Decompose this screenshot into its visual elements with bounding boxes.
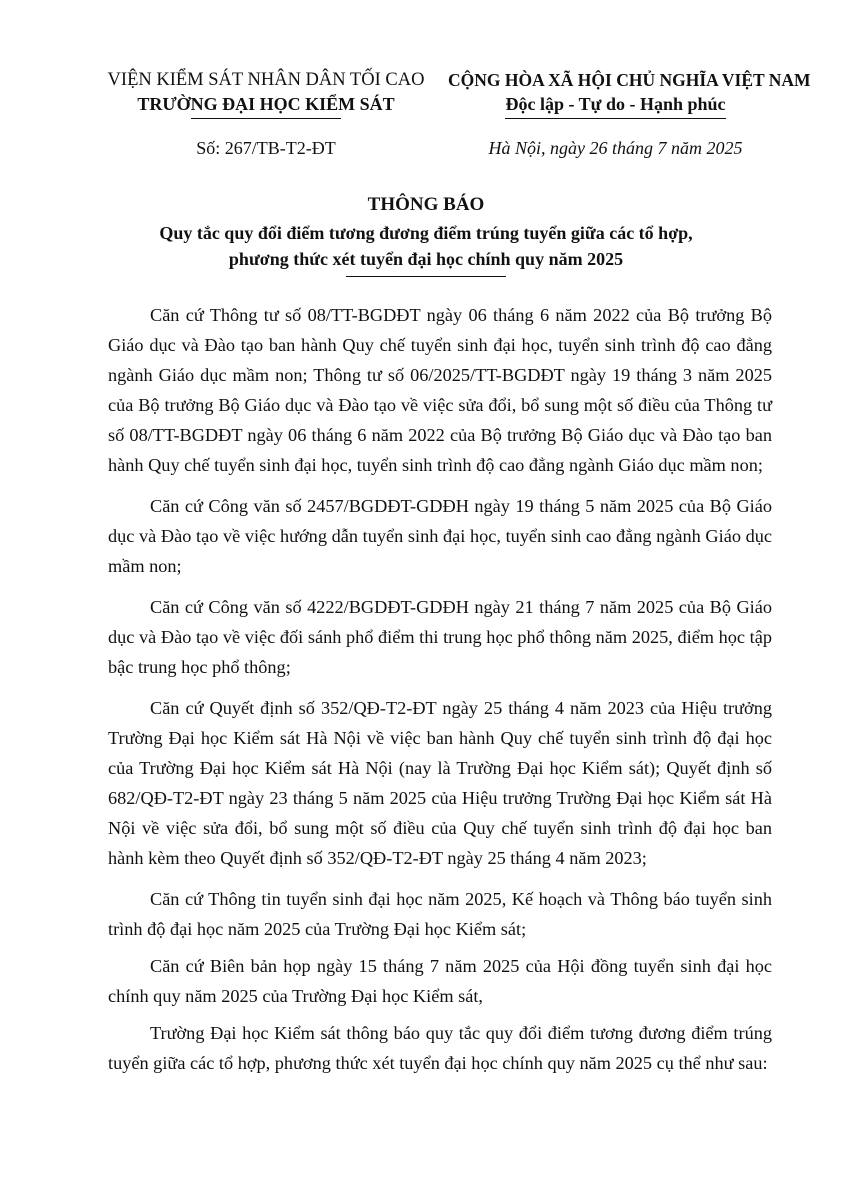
- subtitle-line: Quy tắc quy đổi điểm tương đương điểm trúng tuyển giữa các tổ hợp,: [159, 223, 693, 243]
- agency-name: VIỆN KIỂM SÁT NHÂN DÂN TỐI CAO: [107, 70, 425, 90]
- body-paragraph: Căn cứ Thông tin tuyển sinh đại học năm 2025, Kế hoạch và Thông báo tuyển sinh trình độ đại học năm 2025 của Trường Đại học Kiểm sát;: [108, 889, 772, 939]
- document-date: Hà Nội, ngày 26 tháng 7 năm 2025: [488, 138, 743, 158]
- subtitle-divider: [346, 276, 506, 277]
- subtitle-line: phương thức xét tuyển đại học chính quy năm 2025: [228, 249, 624, 269]
- body-paragraph: Căn cứ Thông tư số 08/TT-BGDĐT ngày 06 tháng 6 năm 2022 của Bộ trưởng Bộ Giáo dục và Đào tạo ban hành Quy chế tuyển sinh đại học, tuyển sinh trình độ cao đẳng ngành Giáo dục mầm non; Thông tư số 06/2025/TT-BGDĐT ngày 19 tháng 3 năm 2025 của Bộ trưởng Bộ Giáo dục và Đào tạo về việc sửa đổi, bổ sung một số điều của Thông tư số 08/TT-BGDĐT ngày 06 tháng 6 năm 2022 của Bộ trưởng Bộ Giáo dục và Đào tạo ban hành Quy chế tuyển sinh đại học, tuyển sinh trình độ cao đẳng ngành Giáo dục mầm non;: [108, 305, 772, 475]
- document-body: [108, 300, 772, 1085]
- issuer-header: [96, 68, 436, 116]
- school-name: TRƯỜNG ĐẠI HỌC KIỂM SÁT: [137, 94, 395, 114]
- body-paragraph: Căn cứ Quyết định số 352/QĐ-T2-ĐT ngày 25 tháng 4 năm 2023 của Hiệu trưởng Trường Đại học Kiểm sát Hà Nội về việc ban hành Quy chế tuyển sinh trình độ đại học của Trường Đại học Kiểm sát Hà Nội (nay là Trường Đại học Kiểm sát); Quyết định số 682/QĐ-T2-ĐT ngày 23 tháng 5 năm 2025 của Hiệu trưởng Trường Đại học Kiểm sát Hà Nội về việc sửa đổi, bổ sung một số điều của Quy chế tuyển sinh trình độ đại học ban hành kèm theo Quyết định số 352/QĐ-T2-ĐT ngày 25 tháng 4 năm 2023;: [108, 698, 772, 868]
- body-paragraph: Căn cứ Biên bản họp ngày 15 tháng 7 năm 2025 của Hội đồng tuyển sinh đại học chính quy năm 2025 của Trường Đại học Kiểm sát,: [108, 956, 772, 1006]
- document-subtitle: [96, 220, 756, 272]
- document-number: Số: 267/TB-T2-ĐT: [196, 138, 336, 158]
- national-header: [448, 68, 811, 116]
- country-name: CỘNG HÒA XÃ HỘI CHỦ NGHĨA VIỆT NAM: [448, 70, 811, 90]
- body-paragraph: Trường Đại học Kiểm sát thông báo quy tắc quy đổi điểm tương đương điểm trúng tuyển giữa các tổ hợp, phương thức xét tuyển đại học chính quy năm 2025 cụ thể như sau:: [108, 1023, 772, 1073]
- body-paragraph: Căn cứ Công văn số 2457/BGDĐT-GDĐH ngày 19 tháng 5 năm 2025 của Bộ Giáo dục và Đào tạo về việc hướng dẫn tuyển sinh đại học, tuyển sinh cao đẳng ngành Giáo dục mầm non;: [108, 496, 772, 576]
- national-motto: Độc lập - Tự do - Hạnh phúc: [505, 94, 726, 114]
- document-title: THÔNG BÁO: [367, 194, 485, 215]
- body-paragraph: Căn cứ Công văn số 4222/BGDĐT-GDĐH ngày 21 tháng 7 năm 2025 của Bộ Giáo dục và Đào tạo về việc đối sánh phổ điểm thi trung học phổ thông năm 2025, điểm học tập bậc trung học phổ thông;: [108, 597, 772, 677]
